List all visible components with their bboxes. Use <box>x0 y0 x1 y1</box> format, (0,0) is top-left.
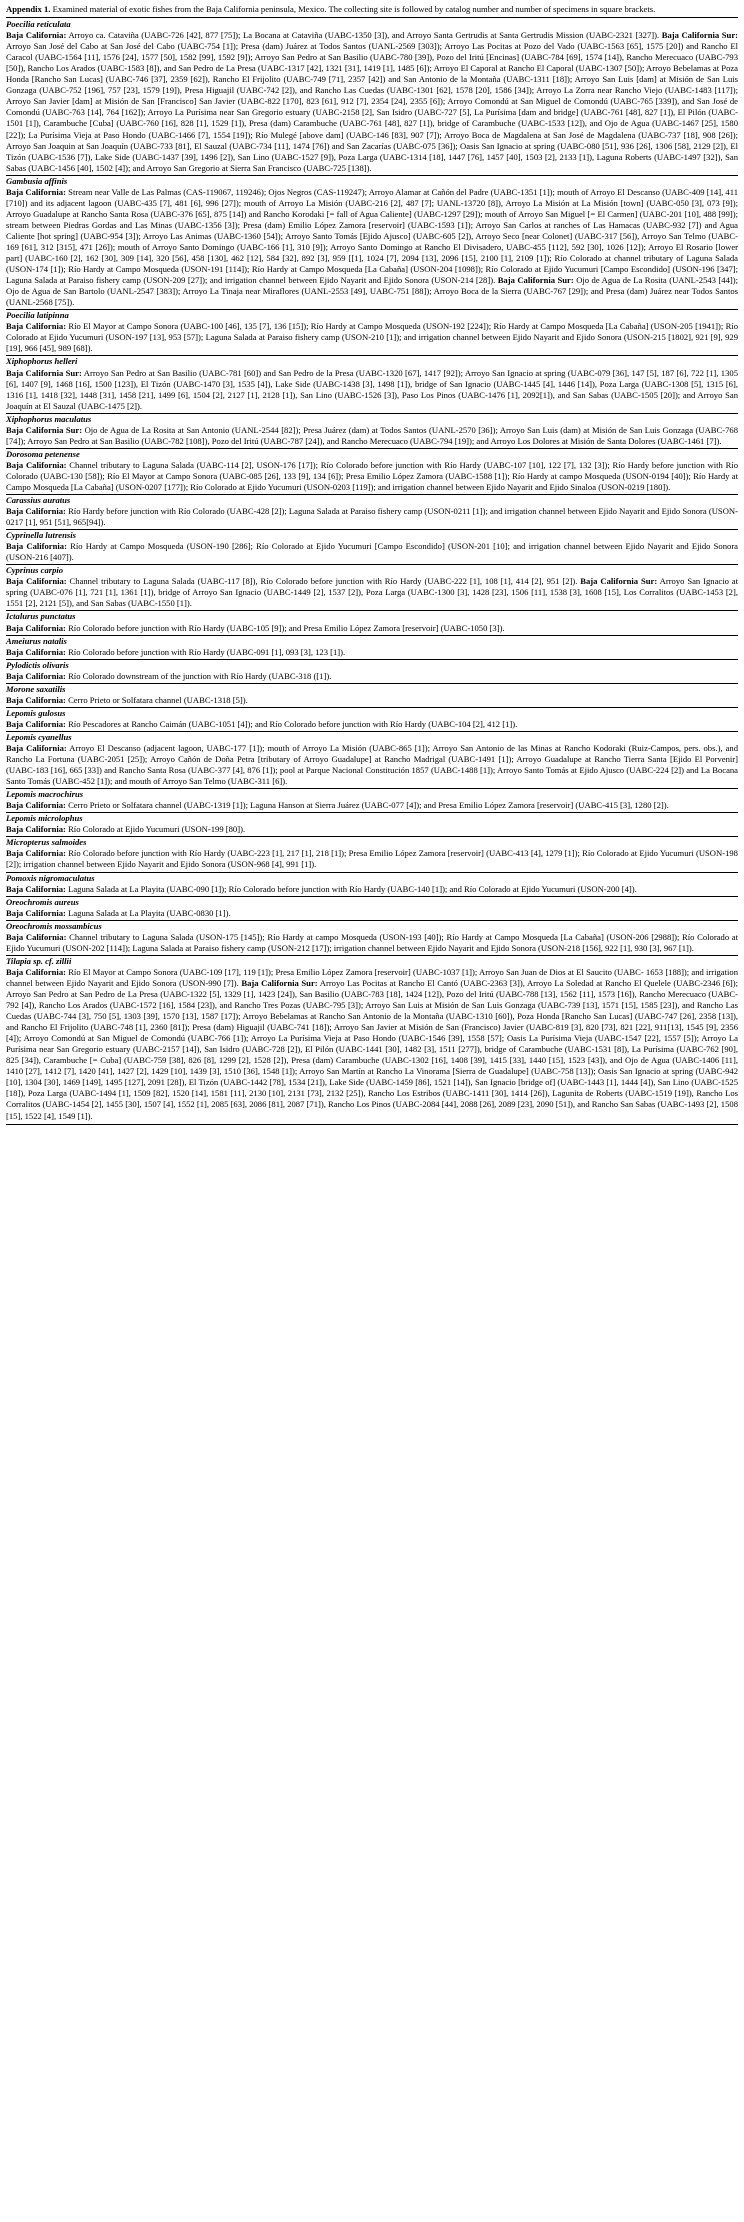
species-records <box>6 800 738 811</box>
species-heading: Xiphophorus helleri <box>6 355 738 367</box>
locality-text: Río Colorado before junction with Río Hardy (UABC-223 [1], 217 [1], 218 [1]); Presa Emilio López Zamora [reservoir] (UABC-413 [4], 1279 [1]); Río Colorado at Ejido Yucumuri (USON-198 [2]); irrigation channel between Ejido Nayarit and Ejido Sonora (USON-968 [4], 991 [1]). <box>6 848 738 870</box>
locality-text: Arroyo Las Pocitas at Rancho El Cantó (UABC-2363 [3]), Arroyo La Soledad at Rancho El Quelele (UABC-2346 [6]); Arroyo San Pedro at San Pedro de La Presa (UABC-1322 [5], 1329 [1], 1423 [24]), San Basilio (UABC-783 [18], 1424 [12]), Pozo del Iritú (UABC-788 [13], 1562 [11], 1573 [16]), Rancho Merecuaco (UABC-792 [4]), Rancho Los Arados (UABC-1572 [16], 1584 [23]), and Rancho Tres Pozas (UABC-795 [3]); Arroyo San Luis at Misión de San Luis Gonzaga (UABC-739 [13], 1571 [15], 1585 [23]), and Rancho Las Cuedas (UABC-744 [3], 750 [5], 1303 [39], 1570 [13], 1587 [17]); Arroyo Bebelamas at Rancho San Antonio de la Montaña (UABC-1310 [60]), Poza Honda [Rancho San Lucas] (UABC-747 [26], 2358 [13]), and Rancho El Frijolito (UABC-748 [1], 2360 [81]); Presa (dam) Higuajil (UABC-741 [18]); Arroyo San Javier at Misión de San (Francisco) Javier (UABC-819 [3], 820 [73], 821 [22], 911[13], 1545 [9], 2356 [4]); Arroyo Comondú at San Miguel de Comondú (UABC-766 [1]); Arroyo La Purísima Vieja at Paso Hondo (UABC-1546 [39], 1558 [57]; Oasis La Purísima Vieja (UABC-1547 [22], 1557 [5]); Arroyo La Purísima near San Gregorio estuary (UABC-2157 [14]), San Isidro (UABC-728 [2]), El Pilón (UABC-1441 [30], 1482 [3], 1511 [277]), bridge of Carambuche (UABC-1531 [8]), La Purísima (UABC-762 [90], 825 [34]), Carambuche [= Cuba] (UABC-759 [38], 826 [8], 1299 [2], 1528 [2]), Presa (dam) Carambuche (UABC-1302 [16], 1408 [39], 1415 [33], 1440 [15], 1523 [43]), and Ojo de Agua (UABC-1406 [11], 1410 [27], 1412 [7], 1420 [41], 1427 [2], 1429 [10], 1439 [3], 1510 [36], 1548 [1]); Arroyo San Martín at Rancho La Vinorama [Sierra de Guadalupe] (UABC-758 [13]); Oasis San Ignacio at spring (UABC-942 [10], 1304 [30], 1469 [149], 1495 [127], 2091 [28]), El Tizón (UABC-1442 [78], 1534 [21]), Lake Side (UABC-1459 [86], 1521 [14]), San Ignacio [bridge of] (UABC-1443 [1], 1444 [4]), San Lino (UABC-1525 [18]), Poza Larga (UABC-1494 [1], 1509 [82], 1520 [14], 1581 [11], 2130 [10], 2131 [73], 2132 [25]), Rancho Los Estribos (UABC-1411 [30], 1414 [26]), Lagunita de Roberts (UABC-1519 [19]), Rancho Los Corralitos (UABC-1454 [2], 1455 [30], 1507 [4], 1552 [1], 2085 [63], 2086 [81], 2087 [71]), Rancho Los Pinos (UABC-2084 [44], 2088 [26], 2089 [23], 2090 [51]), and Rancho San Sabas (UABC-1493 [2], 1508 [15], 1522 [4], 1549 [1]). <box>6 977 738 1121</box>
locality-text: Arroyo ca. Cataviña (UABC-726 [42], 877 [75]); La Bocana at Cataviña (UABC-1350 [3]), and Arroyo Santa Gertrudis at Santa Gertrudis Mission (UABC-2321 [327]). <box>68 30 662 41</box>
region-label: Baja California: <box>6 694 66 705</box>
species-heading: Oreochromis aureus <box>6 896 738 908</box>
locality-text: Arroyo San Ignacio at spring (UABC-076 [1], 721 [1], 1361 [1]), bridge of Arroyo San Ignacio (UABC-1449 [2], 1537 [2]), Poza Larga (UABC-1300 [3], 1428 [23], 1506 [11], 1538 [3], 1608 [15], Los Corralitos (UABC-1453 [2], 1551 [2], 2121 [5]), and San Sabas (UABC-1550 [1]). <box>6 576 738 609</box>
species-records <box>6 671 738 682</box>
locality-text: Channel tributary to Laguna Salada (UABC-114 [2], USON-176 [17]); Río Colorado before junction with Río Hardy (UABC-107 [10], 122 [7], 132 [3]); Río Hardy before junction with Río Colorado (UABC-130 [58]); Río El Mayor at Campo Sonora (UABC-085 [26], 133 [9], 134 [6]); Presa Emilio López Zamora (UABC-1588 [1]); Río Hardy at campo Mosqueda (USON-0194 [40]); Río Hardy at Campo Mosqueda [La Cabaña] (USON-0207 [177]); Río Colorado at Ejido Yucumuri (USON-0203 [119]); and irrigation channel between Ejido Nayarit and Ejido Sinaloa (USON-0219 [180]). <box>6 459 738 492</box>
region-label: Baja California: <box>6 824 66 835</box>
region-label: Baja California Sur: <box>497 275 574 286</box>
locality-text: Río Colorado before junction with Río Hardy (UABC-105 [9]); and Presa Emilio López Zamora [reservoir] (UABC-1050 [3]). <box>68 622 505 633</box>
region-label: Baja California Sur: <box>661 30 738 41</box>
locality-text: Channel tributary to Laguna Salada (UABC-117 [8]), Río Colorado before junction with Río Hardy (UABC-222 [1], 108 [1], 414 [2], 951 [2]). <box>69 576 581 587</box>
species-heading: Ictalurus punctatus <box>6 610 738 622</box>
region-label: Baja California Sur: <box>6 424 83 435</box>
locality-text: Channel tributary to Laguna Salada (USON-175 [145]); Río Hardy at campo Mosqueda (USON-193 [40]); Río Hardy at Campo Mosqueda [La Cabaña] (USON-206 [2988]); Río Colorado at Ejido Yucumuri (USON-202 [114]); Laguna Salada at Paraiso fishery camp (USON-212 [17]); irrigation channel between Ejido Nayarit and Ejido Sonora (USON-218 [156], 922 [1], 930 [3], 967 [1]). <box>6 931 739 953</box>
species-records <box>6 932 738 954</box>
species-heading: Ameiurus natalis <box>6 635 738 647</box>
region-label: Baja California: <box>6 907 66 918</box>
locality-text: Ojo de Agua de La Rosita (UANL-2543 [44]); Ojo de Agua de San Bartolo (UANL-2547 [383]); Arroyo La Tinaja near Miraflores (UANL-2553 [49], UABC-751 [88]); Arroyo Boca de la Sierra (UABC-767 [29]); and Presa (dam) Juárez near Todos Santos (UANL-2568 [75]). <box>6 275 739 308</box>
locality-text: Ojo de Agua de La Rosita at San Antonio (UANL-2544 [82]); Presa Juárez (dam) at Todos Santos (UANL-2570 [36]); Arroyo San Luis (dam) at Misión de San Luis Gonzaga (UABC-768 [74]); Arroyo San Pedro at San Basilio (UABC-782 [108]), Pozo del Iritú (UABC-787 [24]), and Rancho Merecuaco (UABC-794 [19]); and Arroyo Los Dolores at Misión de Santa Dolores (UABC-1461 [7]). <box>6 424 738 446</box>
species-heading: Lepomis microlophus <box>6 812 738 824</box>
species-records <box>6 848 738 870</box>
species-records <box>6 368 738 412</box>
species-records <box>6 460 738 493</box>
region-label: Baja California: <box>6 321 67 332</box>
region-label: Baja California: <box>6 800 66 811</box>
species-records <box>6 824 738 835</box>
locality-text: Stream near Valle de Las Palmas (CAS-119067, 119246); Ojos Negros (CAS-119247); Arroyo Alamar at Cañón del Padre (UABC-1351 [1]); mouth of Arroyo El Descanso (UABC-409 [14], 411 [710]) and its adjacent lagoon (UABC-435 [7], 481 [6], 996 [27]); mouth of Arroyo La Misión (UABC-216 [2], 487 [7]; UANL-13720 [8]), Arroyo La Misión at La Misión [town] (UABC-050 [3], 073 [9]); Arroyo Guadalupe at Rancho Santa Rosa (UABC-376 [65], 875 [14]) and Rancho Korodaki [= fall of Agua Caliente] (UABC-1297 [29]); mouth of Arroyo San Miguel [= El Carmen] (UABC-201 [10], 488 [99]); stream between Piedras Gordas and Las Minas (UABC-1356 [3]); Presa (dam) Emilio López Zamora [reservoir] (UABC-1593 [1]); Arroyo San Carlos at ranches of Las Hamacas (UABC-932 [7]) and Agua Caliente [hot spring] (UABC-954 [3]); Arroyo Las Animas (UABC-1360 [54]); Arroyo Santo Tomás [Ejido Ajusco] (UABC-605 [2]), Arroyo Seco [near Colonet] (UABC-317 [56]), Arroyo San Telmo (UABC-169 [61], 312 [315], 471 [26]); mouth of Arroyo Santo Domingo (UABC-166 [1], 310 [9]); Arroyo Santo Domingo at Rancho El Divisadero, UABC-455 [112], 592 [30], 1026 [12]); Arroyo El Rosario [lower part] (UABC-160 [2], 162 [30], 309 [14], 320 [56], 458 [130], 462 [12], 584 [32], 892 [3], 959 [[1], 1024 [7], 2094 [13], 2096 [15], 2100 [1], 2109 [1]); Río Colorado at channel tributary of Laguna Salada (USON-174 [1]); Río Hardy at Campo Mosqueda (USON-191 [114]); Río Hardy at Campo Mosqueda [La Cabaña] (USON-204 [1098]); Río Colorado at Ejido Yucumuri [Campo Escondido] (USON-196 [347]; Laguna Salada at Paraiso fishery camp (USON-209 [27]); and irrigation channel between Ejido Nayarit and Ejido Sonora (USON-214 [28]). <box>6 186 739 286</box>
region-label: Baja California: <box>6 646 66 657</box>
species-records <box>6 30 738 174</box>
locality-text: Laguna Salada at La Playita (UABC-0830 [1]). <box>68 907 231 918</box>
locality-text: Arroyo El Descanso (adjacent lagoon, UABC-177 [1]); mouth of Arroyo La Misión (UABC-865 [1]); Arroyo San Antonio de las Minas at Rancho Kodoraki (Ruiz-Campos, pers. obs.), and Rancho La Fortuna (UABC-2051 [25]); Arroyo Cañón de Doña Petra [tributary of Arroyo Guadalupe] at Rancho Madrigal (UABC-1491 [1]); Arroyo Guadalupe at Rancho Tierra Santa [Ejido El Porvenir] (UABC-183 [16], 665 [33]) and Rancho Santa Rosa (UABC-377 [4], 876 [1]); pool at Parque Nacional Constitución 1857 (UABC-1488 [1]); Arroyo Santo Tomás at Ejido Ajusco (UABC-224 [2]) and La Bocana Santo Tomás (UABC-452 [1]); and mouth of Arroyo San Telmo (UABC-311 [6]). <box>6 743 738 787</box>
bottom-rule <box>6 1124 738 1125</box>
appendix-caption <box>6 4 738 15</box>
species-heading: Poecilia latipinna <box>6 309 738 321</box>
appendix-label: Appendix 1. <box>6 4 51 14</box>
locality-text: Río Colorado downstream of the junction with Río Hardy (UABC-318 ([1]). <box>68 670 332 681</box>
locality-text: Arroyo San José del Cabo at San José del Cabo (UABC-754 [1]); Presa (dam) Juárez at Todos Santos (UANL-2569 [303]); Arroyo Las Pocitas at Pozo del Vado (UABC-1563 [65], 1575 [20]) and Rancho El Caracol (UABC-1564 [11], 1576 [24], 1577 [50], 1582 [99], 1592 [9]); Arroyo San Pedro at San Basilio (UABC-780 [39]), Pozo del Iritú [Encinas] (UABC-784 [69], 1574 [14]), Rancho Merecuaco (UABC-793 [50]), Rancho Los Arados (UABC-1583 [8]), and San Pedro de La Presa (UABC-1317 [42], 1321 [31], 1419 [1], 1485 [6]); Arroyo El Caporal at Rancho El Caporal (UABC-1307 [50]); Arroyo Bebelamas at Poza Honda [Rancho San Lucas] (UABC-746 [37], 2359 [62]), Rancho El Frijolito (UABC-749 [71], 2357 [42]) and San Antonio de la Montaña (UABC-1311 [18]); Arroyo San Luis [dam] at Misión de San Luis Gonzaga (UABC-752 [196], 757 [23], 1579 [19]), Presa Higuajil (UABC-742 [2]), and Rancho Las Cuedas (UABC-1301 [62], 1578 [20], 1586 [34]); Arroyo La Zorra near Rancho Viejo (UABC-1483 [117]); Arroyo San Javier [dam] at Misión de San [Francisco] San Javier (UABC-822 [170], 823 [61], 912 [7], 2354 [24], 2355 [6]); Arroyo Comondú at San Miguel de Comondú (UABC-765 [339]), and San José de Comondú (UABC-763 [14], 764 [162]); Arroyo La Purísima near San Gregorio estuary (UABC-2158 [2], San Isidro (UABC-727 [5], La Purísima [dam and bridge] (UABC-761 [48], 827 [1]), El Pilón (UABC-1501 [1]), Carambuche [Cuba] (UABC-760 [16], 828 [1], 1529 [1]), Presa (dam) Carambuche (UABC-761 [48], 827 [1]), bridge of Carambuche (UABC-1533 [12]), and Ojo de Agua (UABC-1467 [25], 1580 [22]); La Purísima Vieja at Paso Hondo (UABC-1466 [7], 1554 [19]); Río Mulegé [above dam] (UABC-146 [83], 907 [7]); Arroyo Boca de Magdalena at San José de Magdalena (UABC-737 [18], 908 [26]); Arroyo San Joaquin at San Joaquín (UABC-733 [81], El Sauzal (UABC-734 [11], 1474 [76]) and San Zacarías (UABC-075 [36]); Oasis San Ignacio at spring (UABC-080 [51], 936 [26], 1306 [58], 2129 [2]), El Tizón (UABC-1536 [7]), Lake Side (UABC-1437 [39], 1496 [2]), San Lino (UABC-1527 [9]), Poza Larga (UABC-1314 [18], 1447 [76], 1457 [40], 1503 [2], 2133 [1]), Laguna Roberts (UABC-1497 [32]), San Sabas (UABC-1456 [40], 1502 [4]); and Arroyo San Gregorio at Sierra San Francisco (UABC-725 [138]). <box>6 41 738 173</box>
locality-text: Arroyo San Pedro at San Basilio (UABC-781 [60]) and San Pedro de la Presa (UABC-1320 [67], 1417 [92]); Arroyo San Ignacio at spring (UABC-079 [36], 147 [5], 187 [6], 722 [1], 1305 [6], 1407 [9], 1468 [16], 1500 [123]), El Tizón (UABC-1470 [3], 1535 [4]), Lake Side (UABC-1438 [3], 1498 [1]), bridge of San Ignacio (UABC-1445 [4], 1446 [14]), Poza Larga (UABC-1308 [5], 1315 [6], 1316 [1], 1418 [32], 1448 [31], 1458 [21], 1499 [6], 1504 [2], 2127 [1], 2128 [1]), San Lino (UABC-1526 [3]), Paso Los Pinos (UABC-1476 [1], 2092[1]), and San Sabas (UABC-1505 [20]); and Arroyo San Joaquín at El Sauzal (UABC-1475 [2]). <box>6 367 738 411</box>
species-records <box>6 884 738 895</box>
species-heading: Tilapia sp. cf. zillii <box>6 955 738 967</box>
region-label: Baja California: <box>6 743 67 753</box>
locality-text: Río Colorado at Ejido Yucumuri (USON-199 [80]). <box>68 824 246 835</box>
region-label: Baja California: <box>6 848 66 859</box>
region-label: Baja California: <box>6 966 66 977</box>
region-label: Baja California: <box>6 541 67 552</box>
species-heading: Carassius auratus <box>6 494 738 506</box>
locality-text: Laguna Salada at La Playita (UABC-090 [1]); Río Colorado before junction with Río Hardy (UABC-140 [1]); and Río Colorado at Ejido Yucumuri (USON-200 [4]). <box>68 883 637 894</box>
species-records <box>6 321 738 354</box>
species-heading: Micropterus salmoides <box>6 836 738 848</box>
species-list <box>6 19 738 1122</box>
species-records <box>6 647 738 658</box>
species-records <box>6 743 738 787</box>
species-heading: Cyprinella lutrensis <box>6 529 738 541</box>
species-records <box>6 576 738 609</box>
species-heading: Pylodictis olivaris <box>6 659 738 671</box>
locality-text: Río El Mayor at Campo Sonora (UABC-100 [46], 135 [7], 136 [15]); Río Hardy at Campo Mosqueda (USON-192 [224]); Río Hardy at Campo Mosqueda [La Cabaña] (USON-205 [1941]); Río Colorado at Ejido Yucumuri (USON-197 [13], 953 [57]); Laguna Salada at Paraiso fishery camp (USON-210 [1]); and irrigation channel between Ejido Nayarit and Ejido Sonora (USON-215 [1802], 921 [9], 929 [19], 966 [45], 989 [68]). <box>6 321 738 354</box>
species-heading: Xiphophorus maculatus <box>6 413 738 425</box>
species-records <box>6 695 738 706</box>
species-records <box>6 187 738 309</box>
region-label: Baja California: <box>6 30 67 41</box>
species-records <box>6 425 738 447</box>
region-label: Baja California Sur: <box>580 576 658 587</box>
region-label: Baja California: <box>6 931 67 942</box>
top-rule <box>6 17 738 18</box>
region-label: Baja California: <box>6 718 66 729</box>
locality-text: Cerro Prieto or Solfatara channel (UABC-1319 [1]); Laguna Hanson at Sierra Juárez (UABC-077 [4]); and Presa Emilio López Zamora [reservoir] (UABC-415 [3], 1280 [2]). <box>68 800 669 811</box>
species-records <box>6 541 738 563</box>
locality-text: Río El Mayor at Campo Sonora (UABC-109 [17], 119 [1]); Presa Emilio López Zamora [reservoir] (UABC-1037 [1]); Arroyo San Juan de Dios at El Saucito (UABC- 1653 [188]); and irrigation channel between Ejido Nayarit and Ejido Sonora (USON-990 [7]). <box>6 966 738 988</box>
species-heading: Lepomis macrochirus <box>6 788 738 800</box>
locality-text: Río Hardy before junction with Río Colorado (UABC-428 [2]); Laguna Salada at Paraiso fishery camp (USON-0211 [1]); and irrigation channel between Ejido Nayarit and Ejido Sonora (USON-0217 [1], 951 [51], 965[94]). <box>6 506 738 528</box>
species-heading: Pomoxis nigromaculatus <box>6 872 738 884</box>
locality-text: Río Colorado before junction with Río Hardy (UABC-091 [1], 093 [3], 123 [1]). <box>68 646 346 657</box>
appendix-caption-text: Examined material of exotic fishes from the Baja California peninsula, Mexico. The collecting site is followed by catalog number and number of specimens in square brackets. <box>52 4 656 14</box>
species-heading: Dorosoma petenense <box>6 448 738 460</box>
region-label: Baja California: <box>6 883 66 894</box>
region-label: Baja California Sur: <box>241 977 318 988</box>
species-records <box>6 967 738 1122</box>
species-records <box>6 719 738 730</box>
region-label: Baja California: <box>6 186 66 197</box>
locality-text: Río Pescadores at Rancho Caimán (UABC-1051 [4]); and Río Colorado before junction with Río Hardy (UABC-104 [2], 412 [1]). <box>68 718 518 729</box>
region-label: Baja California: <box>6 576 67 587</box>
species-heading: Morone saxatilis <box>6 683 738 695</box>
species-records <box>6 623 738 634</box>
locality-text: Río Hardy at Campo Mosqueda (USON-190 [286]; Río Colorado at Ejido Yucumuri [Campo Escondido] (USON-201 [10]; and irrigation channel between Ejido Nayarit and Ejido Sonora (USON-216 [407]). <box>6 541 738 563</box>
region-label: Baja California: <box>6 622 66 633</box>
species-heading: Cyprinus carpio <box>6 564 738 576</box>
species-records <box>6 908 738 919</box>
region-label: Baja California Sur: <box>6 367 82 378</box>
region-label: Baja California: <box>6 459 67 470</box>
species-heading: Oreochromis mossambicus <box>6 920 738 932</box>
region-label: Baja California: <box>6 506 66 517</box>
species-records <box>6 506 738 528</box>
species-heading: Lepomis cyanellus <box>6 731 738 743</box>
species-heading: Lepomis gulosus <box>6 707 738 719</box>
region-label: Baja California: <box>6 670 66 681</box>
locality-text: Cerro Prieto or Solfatara channel (UABC-1318 [5]). <box>68 694 248 705</box>
species-heading: Gambusia affinis <box>6 175 738 187</box>
species-heading: Poecilia reticulata <box>6 19 71 30</box>
